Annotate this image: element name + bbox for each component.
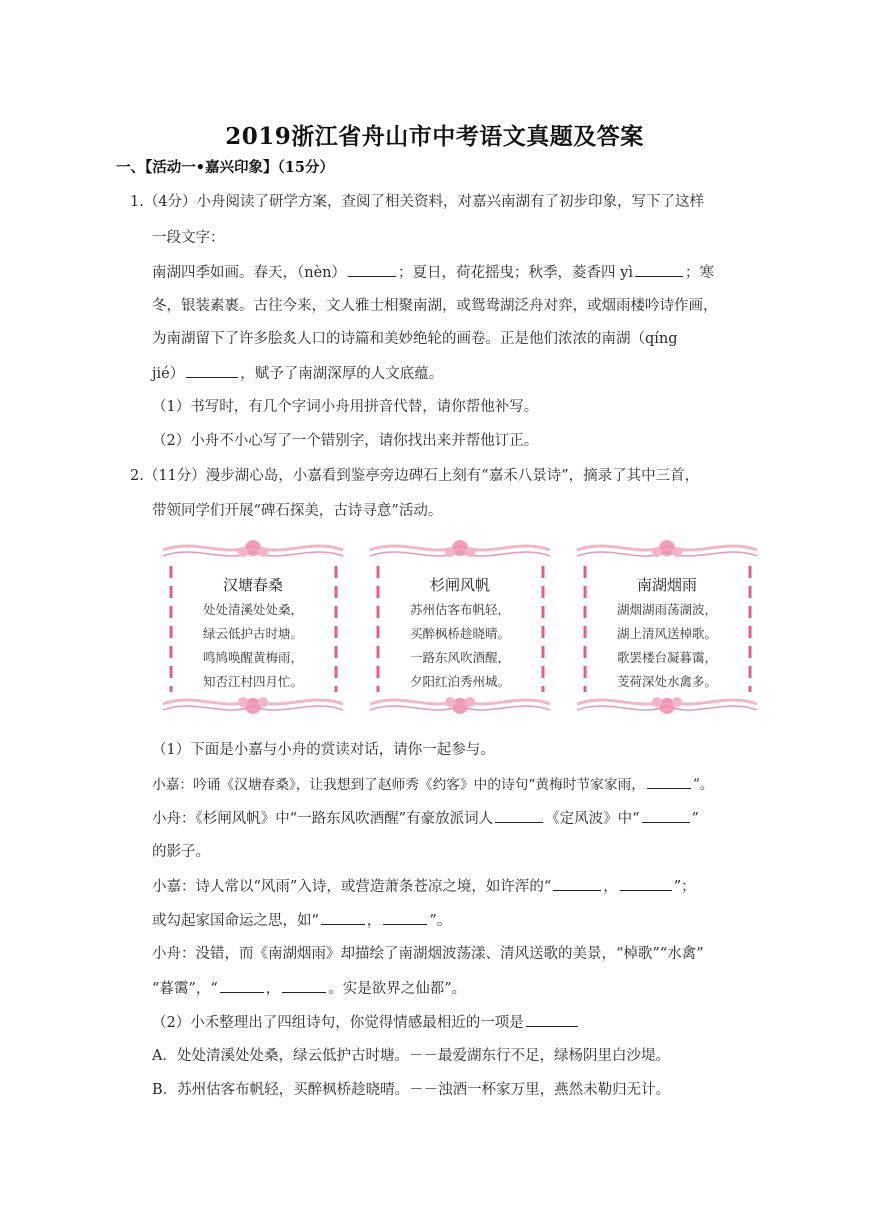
dialogue-line <box>152 876 696 897</box>
passage-text: ；夏日，荷花摇曳；秋季，菱香四 yì <box>398 265 633 281</box>
poem-card <box>362 536 558 720</box>
dialogue-text: ， <box>265 981 281 997</box>
dialogue-line <box>152 808 699 829</box>
answer-blank[interactable] <box>647 774 691 789</box>
poem-title: 汉塘春桑 <box>222 576 283 594</box>
dialogue-text: ， <box>603 879 618 895</box>
poem-line: 苏州估客布帆轻， <box>409 602 510 617</box>
poem-line: 湖烟湖雨荡湖波， <box>616 602 717 617</box>
poem-line: 歌罢楼台凝暮霭， <box>616 650 717 665</box>
question-2-text: 2.（11分）漫步湖心岛，小嘉看到鉴亭旁边碑石上刻有“嘉禾八景诗”，摘录了其中三首， <box>130 468 700 484</box>
poem-line: 夕阳红泊秀州城。 <box>409 674 510 689</box>
poem-line: 买醉枫桥趁晓晴。 <box>409 626 510 641</box>
sub-question-text: （2）小禾整理出了四组诗句，你觉得情感最相近的一项是 <box>152 1015 524 1031</box>
page-title: 2019浙江省舟山市中考语文真题及答案 <box>225 123 644 150</box>
poem-line: 一路东风吹酒醒， <box>409 650 510 665</box>
dialogue-text: 小嘉：吟诵《汉塘春桑》，让我想到了赵师秀《约客》中的诗句“黄梅时节家家雨， <box>152 777 645 793</box>
answer-blank[interactable] <box>348 262 396 277</box>
dialogue-text: ”。 <box>429 913 452 929</box>
poem-title: 南湖烟雨 <box>636 576 697 594</box>
sub-question-heading: （1）下面是小嘉与小舟的赏读对话，请你一起参与。 <box>152 742 495 758</box>
poem-card <box>155 536 351 720</box>
dialogue-text: 小舟：《杉闸风帆》中“一路东风吹酒醒”有豪放派词人 <box>152 811 494 827</box>
poem-card <box>569 536 765 720</box>
question-2-text-cont: 带领同学们开展“碑石探美，古诗寻意”活动。 <box>152 503 443 519</box>
poem-line: 鸣鸠唤醒黄梅雨， <box>202 650 303 665</box>
answer-blank[interactable] <box>620 876 672 891</box>
dialogue-line <box>152 978 466 999</box>
sub-question-heading <box>152 1012 580 1033</box>
passage-text: jié） <box>152 366 185 382</box>
dialogue-text: ”； <box>673 879 696 895</box>
poem-title: 杉闸风帆 <box>429 576 490 594</box>
poem-line: 知否江村四月忙。 <box>202 674 303 689</box>
question-1-text: 1.（4分）小舟阅读了研学方案，查阅了相关资料，对嘉兴南湖有了初步印象，写下了这样 <box>130 194 705 210</box>
dialogue-line: 小舟：没错，而《南湖烟雨》却描绘了南湖烟波荡漾、清风送歌的美景，“棹歌”“水禽” <box>152 946 704 962</box>
passage-line-2: 冬，银装素裹。古往今来，文人雅士相聚南湖，或鸳鸯湖泛舟对弈，或烟雨楼吟诗作画， <box>152 298 718 314</box>
answer-blank[interactable] <box>220 978 264 993</box>
dialogue-line: 的影子。 <box>152 844 210 860</box>
dialogue-text: 或勾起家国命运之思，如“ <box>152 913 319 929</box>
dialogue-text: 《定风波》中“ <box>545 811 640 827</box>
dialogue-text: “暮霭”，“ <box>152 981 218 997</box>
dialogue-text: 。实是欲界之仙都”。 <box>328 981 467 997</box>
answer-blank[interactable] <box>321 910 365 925</box>
question-1-text-cont: 一段文字： <box>152 230 225 246</box>
answer-blank[interactable] <box>553 876 601 891</box>
dialogue-text: 小嘉：诗人常以“风雨”入诗，或营造萧条苍凉之境，如许浑的“ <box>152 879 552 895</box>
passage-text: ，赋予了南湖深厚的人文底蕴。 <box>240 366 444 382</box>
answer-blank[interactable] <box>186 363 238 378</box>
poem-line: 处处清溪处处桑， <box>202 602 303 617</box>
answer-blank[interactable] <box>526 1012 578 1027</box>
dialogue-text: ” <box>691 811 699 827</box>
section-heading: 一、【活动一•嘉兴印象】（15分） <box>116 159 334 176</box>
option-b[interactable]: B．苏州估客布帆轻，买醉枫桥趁晓晴。－－浊酒一杯家万里，燕然未勒归无计。 <box>152 1082 671 1098</box>
dialogue-text: ， <box>366 913 382 929</box>
passage-text: 南湖四季如画。春天，（nèn） <box>152 265 347 281</box>
dialogue-text: ”。 <box>692 777 714 793</box>
passage-line-3: 为南湖留下了许多脍炙人口的诗篇和美妙绝轮的画卷。正是他们浓浓的南湖（qíng <box>152 331 678 347</box>
option-a[interactable]: A．处处清溪处处桑，绿云低护古时塘。－－最爱湖东行不足，绿杨阴里白沙堤。 <box>152 1048 670 1064</box>
dialogue-line <box>152 774 714 795</box>
answer-blank[interactable] <box>495 808 543 823</box>
passage-text: ；寒 <box>684 265 714 281</box>
answer-blank[interactable] <box>635 262 683 277</box>
poem-line: 绿云低护古时塘。 <box>202 626 303 641</box>
dialogue-line <box>152 910 451 931</box>
answer-blank[interactable] <box>642 808 690 823</box>
poem-line: 芰荷深处水禽多。 <box>616 674 717 689</box>
poem-line: 湖上清风送棹歌。 <box>616 626 717 641</box>
sub-question-2: （2）小舟不小心写了一个错别字，请你找出来并帮他订正。 <box>152 433 539 449</box>
passage-line-4 <box>152 363 443 384</box>
passage-line-1 <box>152 262 714 283</box>
answer-blank[interactable] <box>383 910 427 925</box>
sub-question-1: （1）书写时，有几个字词小舟用拼音代替，请你帮他补写。 <box>152 399 539 415</box>
answer-blank[interactable] <box>282 978 326 993</box>
